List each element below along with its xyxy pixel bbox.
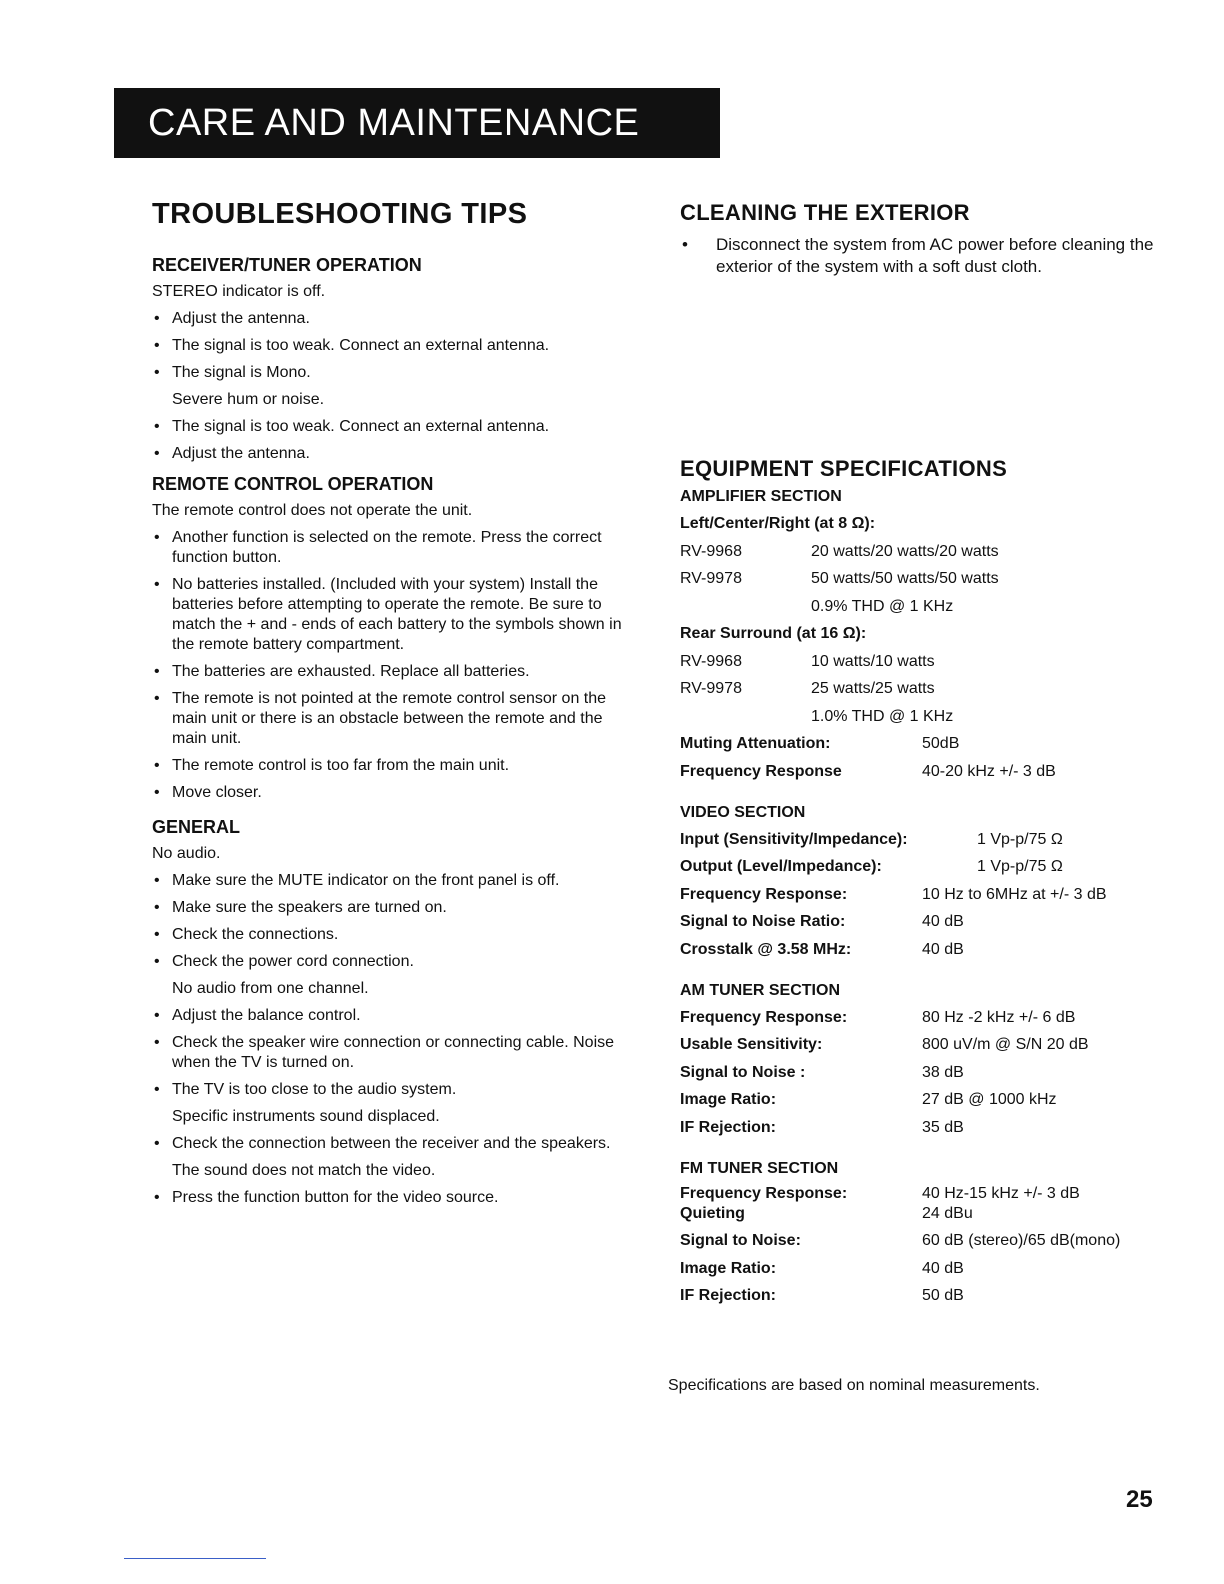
list-item: • Press the function button for the video source. [152,1188,622,1208]
spec-value: 10 Hz to 6MHz at +/- 3 dB [922,885,1107,903]
receiver-list-2 [152,417,622,464]
spec-key: Frequency Response: [680,1184,848,1202]
spec-key: Usable Sensitivity: [680,1036,823,1053]
fm-heading: FM TUNER SECTION [680,1159,839,1177]
spec-value: 40 dB [922,1259,964,1277]
general-list-1 [152,871,622,972]
page-number: 25 [1126,1486,1153,1513]
spec-value: 80 Hz -2 kHz +/- 6 dB [922,1008,1076,1026]
list-item: • Check the connection between the receiver and the speakers. [152,1134,622,1154]
spec-key: Frequency Response [680,762,842,780]
spec-row [680,885,1180,905]
spec-value: 50 dB [922,1287,964,1304]
list-item: • The signal is too weak. Connect an external antenna. [152,417,622,437]
spec-row [680,762,1180,782]
spec-row [680,1204,1180,1224]
spec-value: 40 dB [922,913,964,930]
list-item: • The remote control is too far from the main unit. [152,756,622,776]
receiver-symptom-2: Severe hum or noise. [172,391,325,408]
spec-value: 10 watts/10 watts [811,652,935,670]
spec-value: 40-20 kHz +/- 3 dB [922,762,1056,780]
spec-value: 800 uV/m @ S/N 20 dB [922,1036,1089,1053]
spec-value: 25 watts/25 watts [811,680,935,697]
spec-value: 50 watts/50 watts/50 watts [811,570,999,587]
am-heading: AM TUNER SECTION [680,981,840,999]
list-item: • Adjust the antenna. [152,444,622,464]
spec-row [680,1035,1180,1055]
spec-row [680,1184,1180,1204]
spec-key: RV-9968 [680,542,742,560]
spec-value: 1 Vp-p/75 Ω [977,830,1063,848]
spec-row [680,830,1180,850]
spec-value: 38 dB [922,1063,964,1081]
spec-key: IF Rejection: [680,1118,777,1136]
specs-column [680,456,1180,1314]
spec-value: 24 dBu [922,1204,973,1222]
spec-value: 27 dB @ 1000 kHz [922,1091,1057,1108]
list-item: • Move closer. [152,783,622,803]
spec-value: 1.0% THD @ 1 KHz [811,707,954,725]
list-item: • The remote is not pointed at the remote control sensor on the main unit or there is an obstacle between the remote and the main unit. [152,689,622,749]
list-item: • Make sure the MUTE indicator on the front panel is off. [152,871,622,891]
general-list-4 [152,1188,622,1208]
general-symptom-1: No audio. [152,845,221,862]
video-heading: VIDEO SECTION [680,803,806,821]
spec-value: 60 dB (stereo)/65 dB(mono) [922,1232,1121,1249]
spec-row [680,1286,1180,1306]
spec-row [680,569,1180,589]
remote-symptom: The remote control does not operate the unit. [152,502,473,519]
spec-key: RV-9978 [680,570,742,587]
spec-row [680,912,1180,932]
spec-key: Image Ratio: [680,1259,777,1277]
section-banner: CARE AND MAINTENANCE [114,88,720,158]
general-symptom-3: Specific instruments sound displaced. [172,1108,440,1125]
spec-key: Output (Level/Impedance): [680,858,882,875]
spec-key: Signal to Noise Ratio: [680,913,846,930]
list-item: • Check the connections. [152,925,622,945]
spec-value: 50dB [922,735,960,752]
spec-row [680,1259,1180,1279]
list-item: • Adjust the balance control. [152,1006,622,1026]
spec-row [680,1090,1180,1110]
receiver-list-1 [152,309,622,383]
spec-row [680,1063,1180,1083]
general-list-3 [152,1134,622,1154]
remote-heading: REMOTE CONTROL OPERATION [152,474,434,494]
general-symptom-2: No audio from one channel. [172,980,369,997]
spec-row [680,542,1180,562]
spec-value: 40 Hz-15 kHz +/- 3 dB [922,1184,1080,1202]
list-item: • The signal is Mono. [152,363,622,383]
cleaning-list [680,234,1158,278]
list-item: • Check the speaker wire connection or connecting cable. Noise when the TV is turned on. [152,1033,622,1073]
general-heading: GENERAL [152,817,241,837]
spec-key: Image Ratio: [680,1091,777,1108]
spec-row [680,679,1180,699]
spec-key: RV-9968 [680,652,742,670]
spec-row [680,597,1180,617]
spec-key: Muting Attenuation: [680,735,831,752]
list-item: • Adjust the antenna. [152,309,622,329]
spec-key: Crosstalk @ 3.58 MHz: [680,940,852,958]
spec-key: Signal to Noise: [680,1232,801,1249]
spec-row [680,652,1180,672]
spec-value: 20 watts/20 watts/20 watts [811,542,999,560]
list-item: • Check the power cord connection. [152,952,622,972]
footer-rule [124,1558,266,1559]
spec-key: Frequency Response: [680,885,848,903]
list-item: • The signal is too weak. Connect an external antenna. [152,336,622,356]
spec-key: Frequency Response: [680,1008,848,1026]
spec-key: IF Rejection: [680,1287,777,1304]
spec-key: Quieting [680,1204,745,1222]
list-item: • The batteries are exhausted. Replace all batteries. [152,662,622,682]
spec-row [680,734,1180,754]
right-column [680,200,1180,285]
amp-rear-label: Rear Surround (at 16 Ω): [680,625,867,642]
general-symptom-4: The sound does not match the video. [172,1162,436,1179]
list-item: • Another function is selected on the remote. Press the correct function button. [152,528,622,568]
troubleshooting-title: TROUBLESHOOTING TIPS [152,198,528,230]
spec-key: Input (Sensitivity/Impedance): [680,830,908,848]
spec-value: 35 dB [922,1118,964,1136]
troubleshooting-column [152,198,622,1215]
specs-footnote: Specifications are based on nominal measurements. [668,1377,1040,1394]
spec-value: 40 dB [922,940,964,958]
receiver-symptom-1: STEREO indicator is off. [152,283,326,300]
list-item: • Disconnect the system from AC power before cleaning the exterior of the system with a soft dust cloth. [680,234,1158,278]
amp-lcr-label: Left/Center/Right (at 8 Ω): [680,515,876,532]
spec-key: Signal to Noise : [680,1063,806,1081]
spec-row [680,857,1180,877]
spec-row [680,940,1180,960]
list-item: • No batteries installed. (Included with your system) Install the batteries before attempting to operate the remote. Be sure to match the + and - ends of each battery to the symbols shown in the remote battery compartment. [152,575,622,655]
spec-row [680,707,1180,727]
amp-heading: AMPLIFIER SECTION [680,488,842,505]
specs-title: EQUIPMENT SPECIFICATIONS [680,456,1008,481]
general-list-2 [152,1006,622,1100]
spec-row [680,1118,1180,1138]
spec-value: 1 Vp-p/75 Ω [977,858,1063,875]
spec-key: RV-9978 [680,680,742,697]
spec-row [680,1008,1180,1028]
spec-value: 0.9% THD @ 1 KHz [811,597,954,615]
spec-row [680,1231,1180,1251]
receiver-heading: RECEIVER/TUNER OPERATION [152,255,422,275]
list-item: • The TV is too close to the audio system. [152,1080,622,1100]
remote-list [152,528,622,803]
list-item: • Make sure the speakers are turned on. [152,898,622,918]
cleaning-title: CLEANING THE EXTERIOR [680,200,970,225]
